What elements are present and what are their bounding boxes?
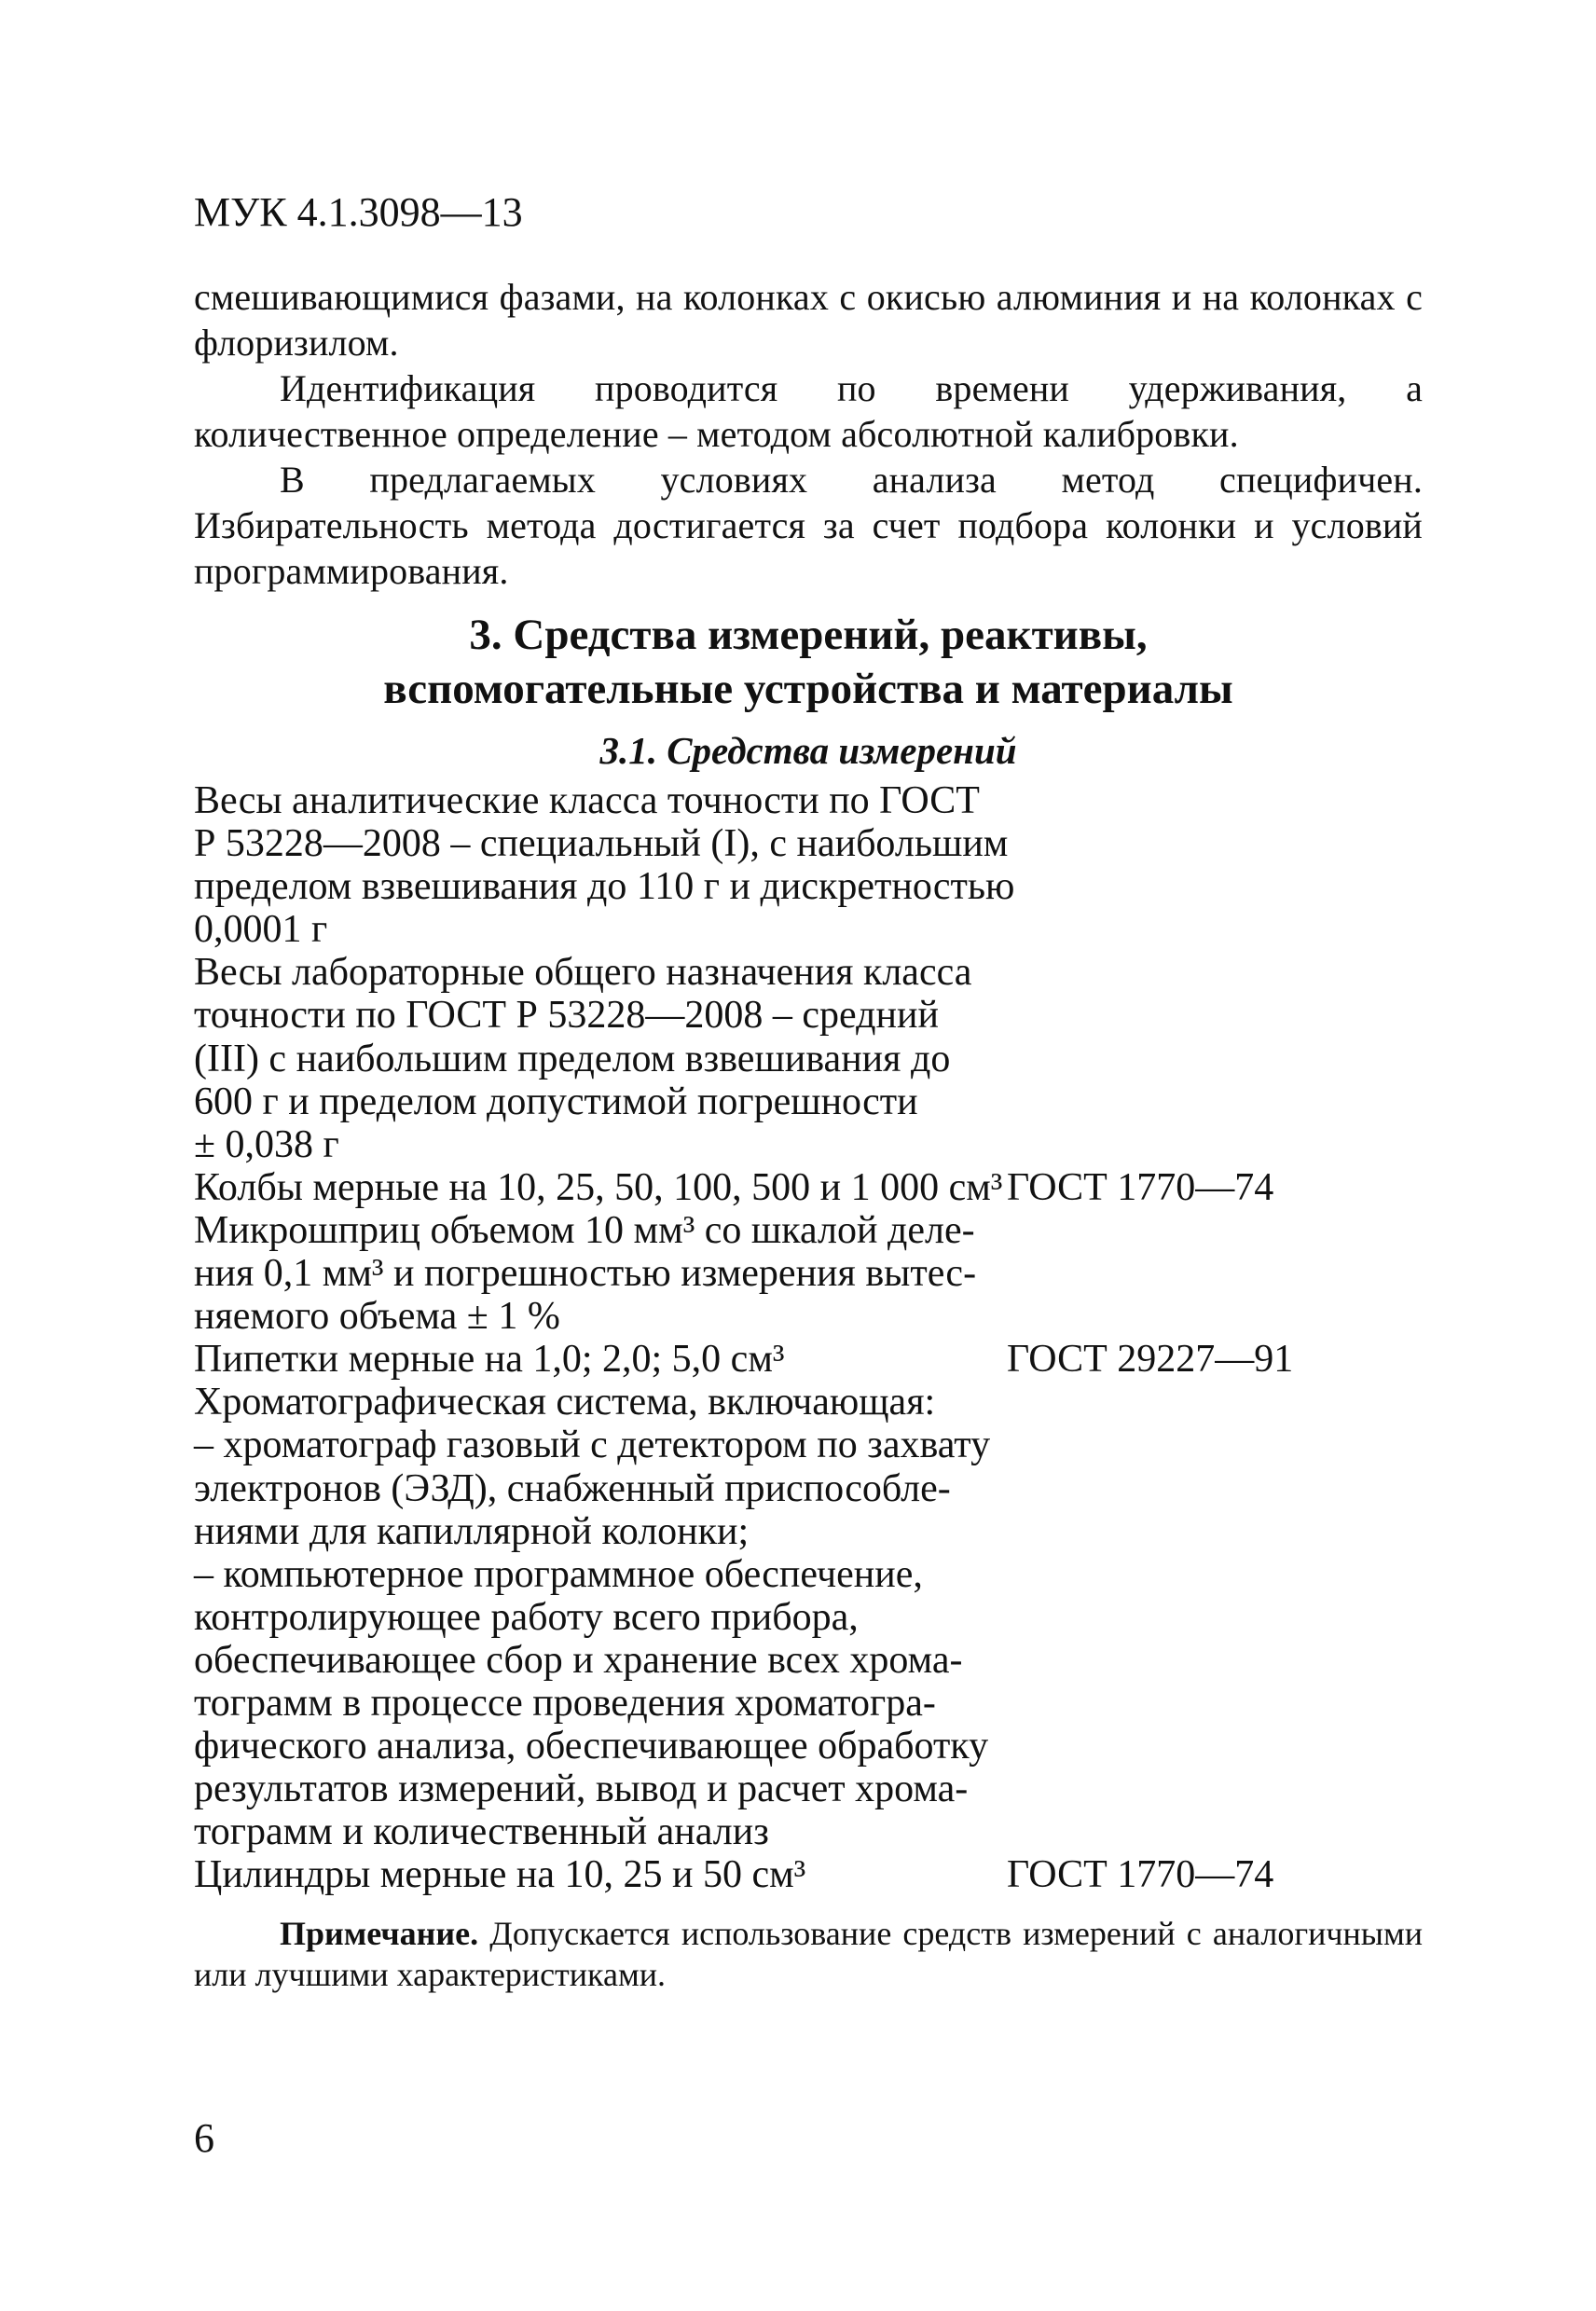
instrument-description-line: – компьютерное программное обеспечение, [194, 1552, 923, 1596]
instrument-row [194, 951, 1423, 1165]
instrument-description [194, 1853, 1003, 1896]
instrument-description [194, 779, 1015, 952]
instrument-description-line: Весы аналитические класса точности по ГОСТ [194, 779, 980, 822]
instrument-description-line: Микрошприц объемом 10 мм³ со шкалой деле- [194, 1208, 975, 1252]
document-code-header: МУК 4.1.3098—13 [194, 189, 523, 235]
instrument-description-line: электронов (ЭЗД), снабженный приспособле- [194, 1466, 951, 1510]
instrument-row [194, 1338, 1423, 1381]
instrument-description-line: пределом взвешивания до 110 г и дискретностью [194, 865, 1015, 909]
instrument-description-line: ниями для капиллярной колонки; [194, 1509, 750, 1553]
note-paragraph [194, 1913, 1423, 1995]
instrument-description-line: Р 53228—2008 – специальный (I), с наибольшим [194, 822, 1009, 866]
instrument-description-line: ния 0,1 мм³ и погрешностью измерения вытес- [194, 1252, 977, 1296]
instrument-description-line: точности по ГОСТ Р 53228—2008 – средний [194, 994, 939, 1038]
instrument-description-line: Пипетки мерные на 1,0; 2,0; 5,0 см³ [194, 1338, 785, 1382]
instrument-description [194, 1166, 1003, 1209]
section-title [194, 608, 1423, 716]
instrument-description-line: Колбы мерные на 10, 25, 50, 100, 500 и 1 000 см³ [194, 1165, 1003, 1209]
instrument-description-line: тограмм в процессе проведения хроматогра- [194, 1681, 936, 1725]
note-label: Примечание. [280, 1915, 479, 1952]
intro-text [194, 274, 1423, 594]
instrument-description [194, 951, 1003, 1165]
instrument-row [194, 1381, 1423, 1853]
instrument-list [194, 779, 1423, 1896]
instrument-standard: ГОСТ 29227—91 [1007, 1338, 1294, 1382]
intro-paragraph-3: В предлагаемых условиях анализа метод специфичен. Избирательность метода достигается за счет подбора колонки и условий программирования. [194, 459, 1423, 592]
instrument-description-line: результатов измерений, вывод и расчет хрома- [194, 1768, 969, 1811]
instrument-description-line: контролирующее работу всего прибора, [194, 1595, 859, 1639]
instrument-standard: ГОСТ 1770—74 [1007, 1853, 1274, 1897]
instrument-description-line: 0,0001 г [194, 908, 328, 952]
intro-paragraph-1: смешивающимися фазами, на колонках с окисью алюминия и на колонках с флоризилом. [194, 276, 1423, 364]
instrument-row [194, 1166, 1423, 1209]
instrument-description-line: Хроматографическая система, включающая: [194, 1381, 936, 1424]
instrument-description-line: тограмм и количественный анализ [194, 1810, 769, 1854]
instrument-row [194, 779, 1423, 951]
note-text: Допускается использование средств измерений с аналогичными или лучшими характеристиками. [194, 1915, 1424, 1993]
section-title-line-2: вспомогательные устройства и материалы [383, 665, 1233, 713]
subsection-title: 3.1. Средства измерений [599, 729, 1017, 772]
instrument-description-line: (III) с наибольшим пределом взвешивания до [194, 1037, 951, 1080]
instrument-description-line: обеспечивающее сбор и хранение всех хрома- [194, 1638, 963, 1682]
instrument-standard: ГОСТ 1770—74 [1007, 1165, 1274, 1209]
instrument-description-line: няемого объема ± 1 % [194, 1295, 560, 1339]
instrument-description-line: Цилиндры мерные на 10, 25 и 50 см³ [194, 1853, 806, 1897]
intro-paragraph-2: Идентификация проводится по времени удерживания, а количественное определение – методом абсолютной калибровки. [194, 367, 1423, 455]
instrument-description-line: ± 0,038 г [194, 1122, 339, 1166]
instrument-description [194, 1209, 1003, 1338]
instrument-row [194, 1209, 1423, 1338]
instrument-description [194, 1338, 1003, 1381]
instrument-description-line: Весы лабораторные общего назначения класса [194, 951, 972, 995]
instrument-description [194, 1381, 1003, 1853]
instrument-row [194, 1853, 1423, 1896]
instrument-description-line: – хроматограф газовый с детектором по захвату [194, 1424, 991, 1467]
instrument-description-line: 600 г и пределом допустимой погрешности [194, 1080, 918, 1123]
instrument-description-line: фического анализа, обеспечивающее обработку [194, 1725, 989, 1768]
section-title-line-1: 3. Средства измерений, реактивы, [469, 611, 1148, 659]
page-number: 6 [194, 2115, 214, 2161]
